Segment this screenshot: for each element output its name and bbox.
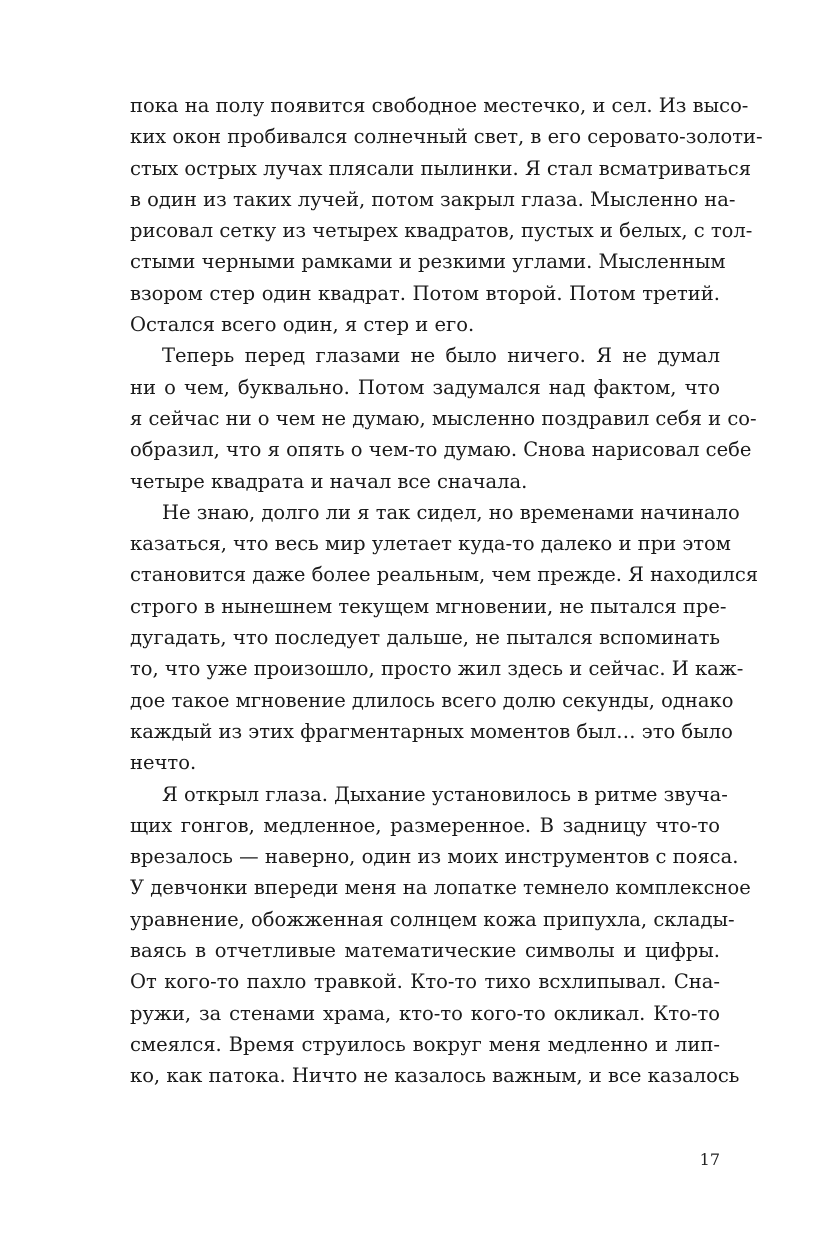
text-line: каждый из этих фрагментарных моментов был… это было bbox=[130, 719, 733, 743]
text-line: то, что уже произошло, просто жил здесь и сейчас. И каж- bbox=[130, 657, 744, 681]
paragraph-3 bbox=[130, 497, 759, 779]
text-line: я сейчас ни о чем не думаю, мысленно поздравил себя и со- bbox=[130, 406, 757, 430]
text-line: образил, что я опять о чем-то думаю. Снова нарисовал себе bbox=[130, 438, 752, 462]
text-line: рисовал сетку из четырех квадратов, пустых и белых, с тол- bbox=[130, 219, 753, 243]
text-line: врезалось — наверно, один из моих инструментов с пояса. bbox=[130, 845, 739, 869]
text-line: Я открыл глаза. Дыхание установилось в ритме звуча- bbox=[162, 782, 728, 806]
text-line: У девчонки впереди меня на лопатке темнело комплексное bbox=[130, 876, 751, 900]
text-line: ни о чем, буквально. Потом задумался над фактом, что bbox=[130, 375, 720, 399]
text-line: ружи, за стенами храма, кто-то кого-то окликал. Кто-то bbox=[130, 1001, 720, 1025]
text-line: смеялся. Время струилось вокруг меня медленно и лип- bbox=[130, 1032, 720, 1056]
text-line: взором стер один квадрат. Потом второй. Потом третий. bbox=[130, 281, 720, 305]
text-line: дое такое мгновение длилось всего долю секунды, однако bbox=[130, 688, 734, 712]
text-line: в один из таких лучей, потом закрыл глаза. Мысленно на- bbox=[130, 187, 736, 211]
paragraph-1 bbox=[130, 90, 763, 340]
text-line: стых острых лучах плясали пылинки. Я стал всматриваться bbox=[130, 156, 752, 180]
text-line: Теперь перед глазами не было ничего. Я не думал bbox=[162, 344, 720, 368]
text-line: нечто. bbox=[130, 751, 197, 775]
text-line: дугадать, что последует дальше, не пытался вспоминать bbox=[130, 626, 720, 650]
body-text bbox=[130, 90, 763, 1092]
page-number: 17 bbox=[699, 1150, 720, 1169]
text-line: Остался всего один, я стер и его. bbox=[130, 313, 475, 337]
text-line: ких окон пробивался солнечный свет, в его серовато-золоти- bbox=[130, 125, 763, 149]
text-line: пока на полу появится свободное местечко, и сел. Из высо- bbox=[130, 94, 749, 117]
text-line: четыре квадрата и начал все сначала. bbox=[130, 469, 528, 493]
text-line: уравнение, обожженная солнцем кожа припухла, склады- bbox=[130, 907, 735, 931]
text-line: строго в нынешнем текущем мгновении, не пытался пре- bbox=[130, 594, 727, 618]
text-line: Не знаю, долго ли я так сидел, но временами начинало bbox=[162, 500, 740, 524]
text-line: От кого-то пахло травкой. Кто-то тихо всхлипывал. Сна- bbox=[130, 970, 720, 994]
text-line: ваясь в отчетливые математические символы и цифры. bbox=[130, 939, 720, 963]
text-line: ко, как патока. Ничто не казалось важным, и все казалось bbox=[130, 1064, 740, 1088]
paragraph-2 bbox=[130, 340, 757, 496]
text-line: становится даже более реальным, чем прежде. Я находился bbox=[130, 563, 759, 587]
text-line: казаться, что весь мир улетает куда-то далеко и при этом bbox=[130, 532, 731, 556]
text-line: стыми черными рамками и резкими углами. Мысленным bbox=[130, 250, 726, 274]
paragraph-4 bbox=[130, 779, 751, 1092]
text-line: щих гонгов, медленное, размеренное. В задницу что-то bbox=[130, 813, 720, 837]
